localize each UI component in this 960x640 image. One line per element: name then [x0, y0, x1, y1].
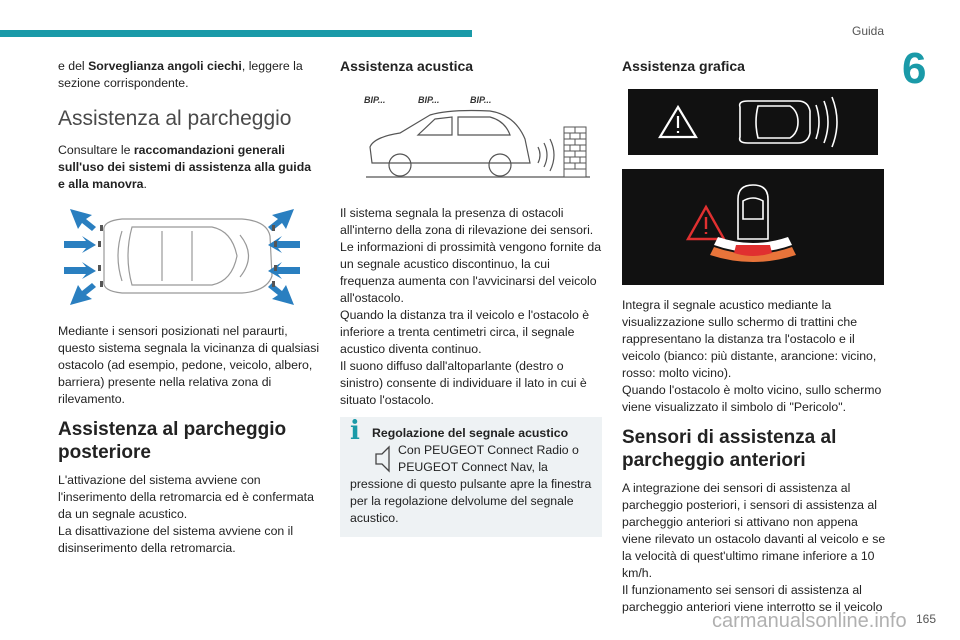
sensor-paragraph: Mediante i sensori posizionati nel paraurti, questo sistema segnala la vicinanza di qualsiasi ostacolo (ad esempio, pedone, veicolo, albero, barriera) presente nella relativa zona di rilevamento.: [58, 324, 320, 406]
header-accent-bar: [0, 30, 472, 37]
heading-graphic-assist: Assistenza grafica: [622, 58, 745, 74]
activation-paragraph: L'attivazione del sistema avviene con l'inserimento della retromarcia ed è confermata da un segnale acustico.: [58, 473, 314, 521]
page-number: 165: [916, 612, 937, 626]
acoustic-p4: Il suono diffuso dall'altoparlante (destro o sinistro) consente di individuare il lato in cui è situato l'ostacolo.: [340, 359, 587, 407]
heading-parking-assist: Assistenza al parcheggio: [58, 107, 292, 130]
speaker-icon: [372, 442, 398, 476]
beep-label-1: BIP...: [364, 95, 386, 105]
intro-paragraph: e del Sorveglianza angoli ciechi, leggere la sezione corrispondente.: [58, 59, 303, 90]
graphic-p2: Quando l'ostacolo è molto vicino, sullo schermo viene visualizzato il simbolo di "Pericolo".: [622, 383, 882, 414]
info-title: Regolazione del segnale acustico: [372, 426, 569, 440]
beep-label-2: BIP...: [418, 95, 440, 105]
info-box-volume: [340, 417, 602, 537]
watermark: carmanualsonline.info: [712, 610, 907, 632]
column-1: [58, 58, 320, 565]
acoustic-p3: Quando la distanza tra il veicolo e l'ostacolo è inferiore a trenta centimetri circa, il segnale acustico diventa continuo.: [340, 308, 590, 356]
consult-paragraph: Consultare le raccomandazioni generali sull'uso dei sistemi di assistenza alla guida e alla manovra.: [58, 143, 312, 191]
graphic-p1: Integra il segnale acustico mediante la visualizzazione sullo schermo di trattini che rappresentano la distanza tra l'ostacolo e il veicolo (bianco: più distante, arancione: vicino, rosso: molto vicino).: [622, 298, 877, 380]
chapter-number: 6: [902, 44, 927, 93]
column-3: [622, 58, 887, 624]
deactivation-paragraph: La disattivazione del sistema avviene con il disinserimento della retromarcia.: [58, 524, 294, 555]
front-sensors-p2: Il funzionamento sei sensori di assistenza al parcheggio anteriori viene interrotto se il veicolo: [622, 583, 883, 614]
parking-display-side-view: [628, 89, 878, 155]
car-sensors-topview-illustration: [62, 201, 302, 311]
heading-rear-parking: Assistenza al parcheggio posteriore: [58, 419, 287, 463]
column-2: [340, 58, 602, 537]
acoustic-p1: Il sistema segnala la presenza di ostacoli all'interno della zona di rilevazione dei sensori.: [340, 206, 594, 237]
info-line-1: Con PEUGEOT Connect Radio o PEUGEOT Connect Nav, la: [398, 443, 579, 474]
car-beep-illustration: [340, 89, 596, 189]
parking-display-top-view: [622, 169, 884, 285]
heading-front-sensors: Sensori di assistenza al parcheggio anteriori: [622, 427, 837, 471]
info-icon: i: [350, 416, 360, 446]
beep-label-3: BIP...: [470, 95, 492, 105]
section-label: Guida: [852, 24, 885, 38]
front-sensors-p1: A integrazione dei sensori di assistenza al parcheggio posteriori, i sensori di assistenza al parcheggio anteriori si attivano non appena viene rilevato un ostacolo davanti al veicolo e se la velocità di quest'ultimo rimane inferiore a 10 km/h.: [622, 481, 886, 580]
acoustic-p2: Le informazioni di prossimità vengono fornite da un segnale acustico discontinuo, la cui frequenza aumenta con l'avvicinarsi del veicolo all'ostacolo.: [340, 240, 602, 305]
heading-acoustic-assist: Assistenza acustica: [340, 58, 474, 74]
info-line-2: pressione di questo pulsante apre la finestra per la regolazione delvolume del segnale acustico.: [350, 477, 592, 525]
